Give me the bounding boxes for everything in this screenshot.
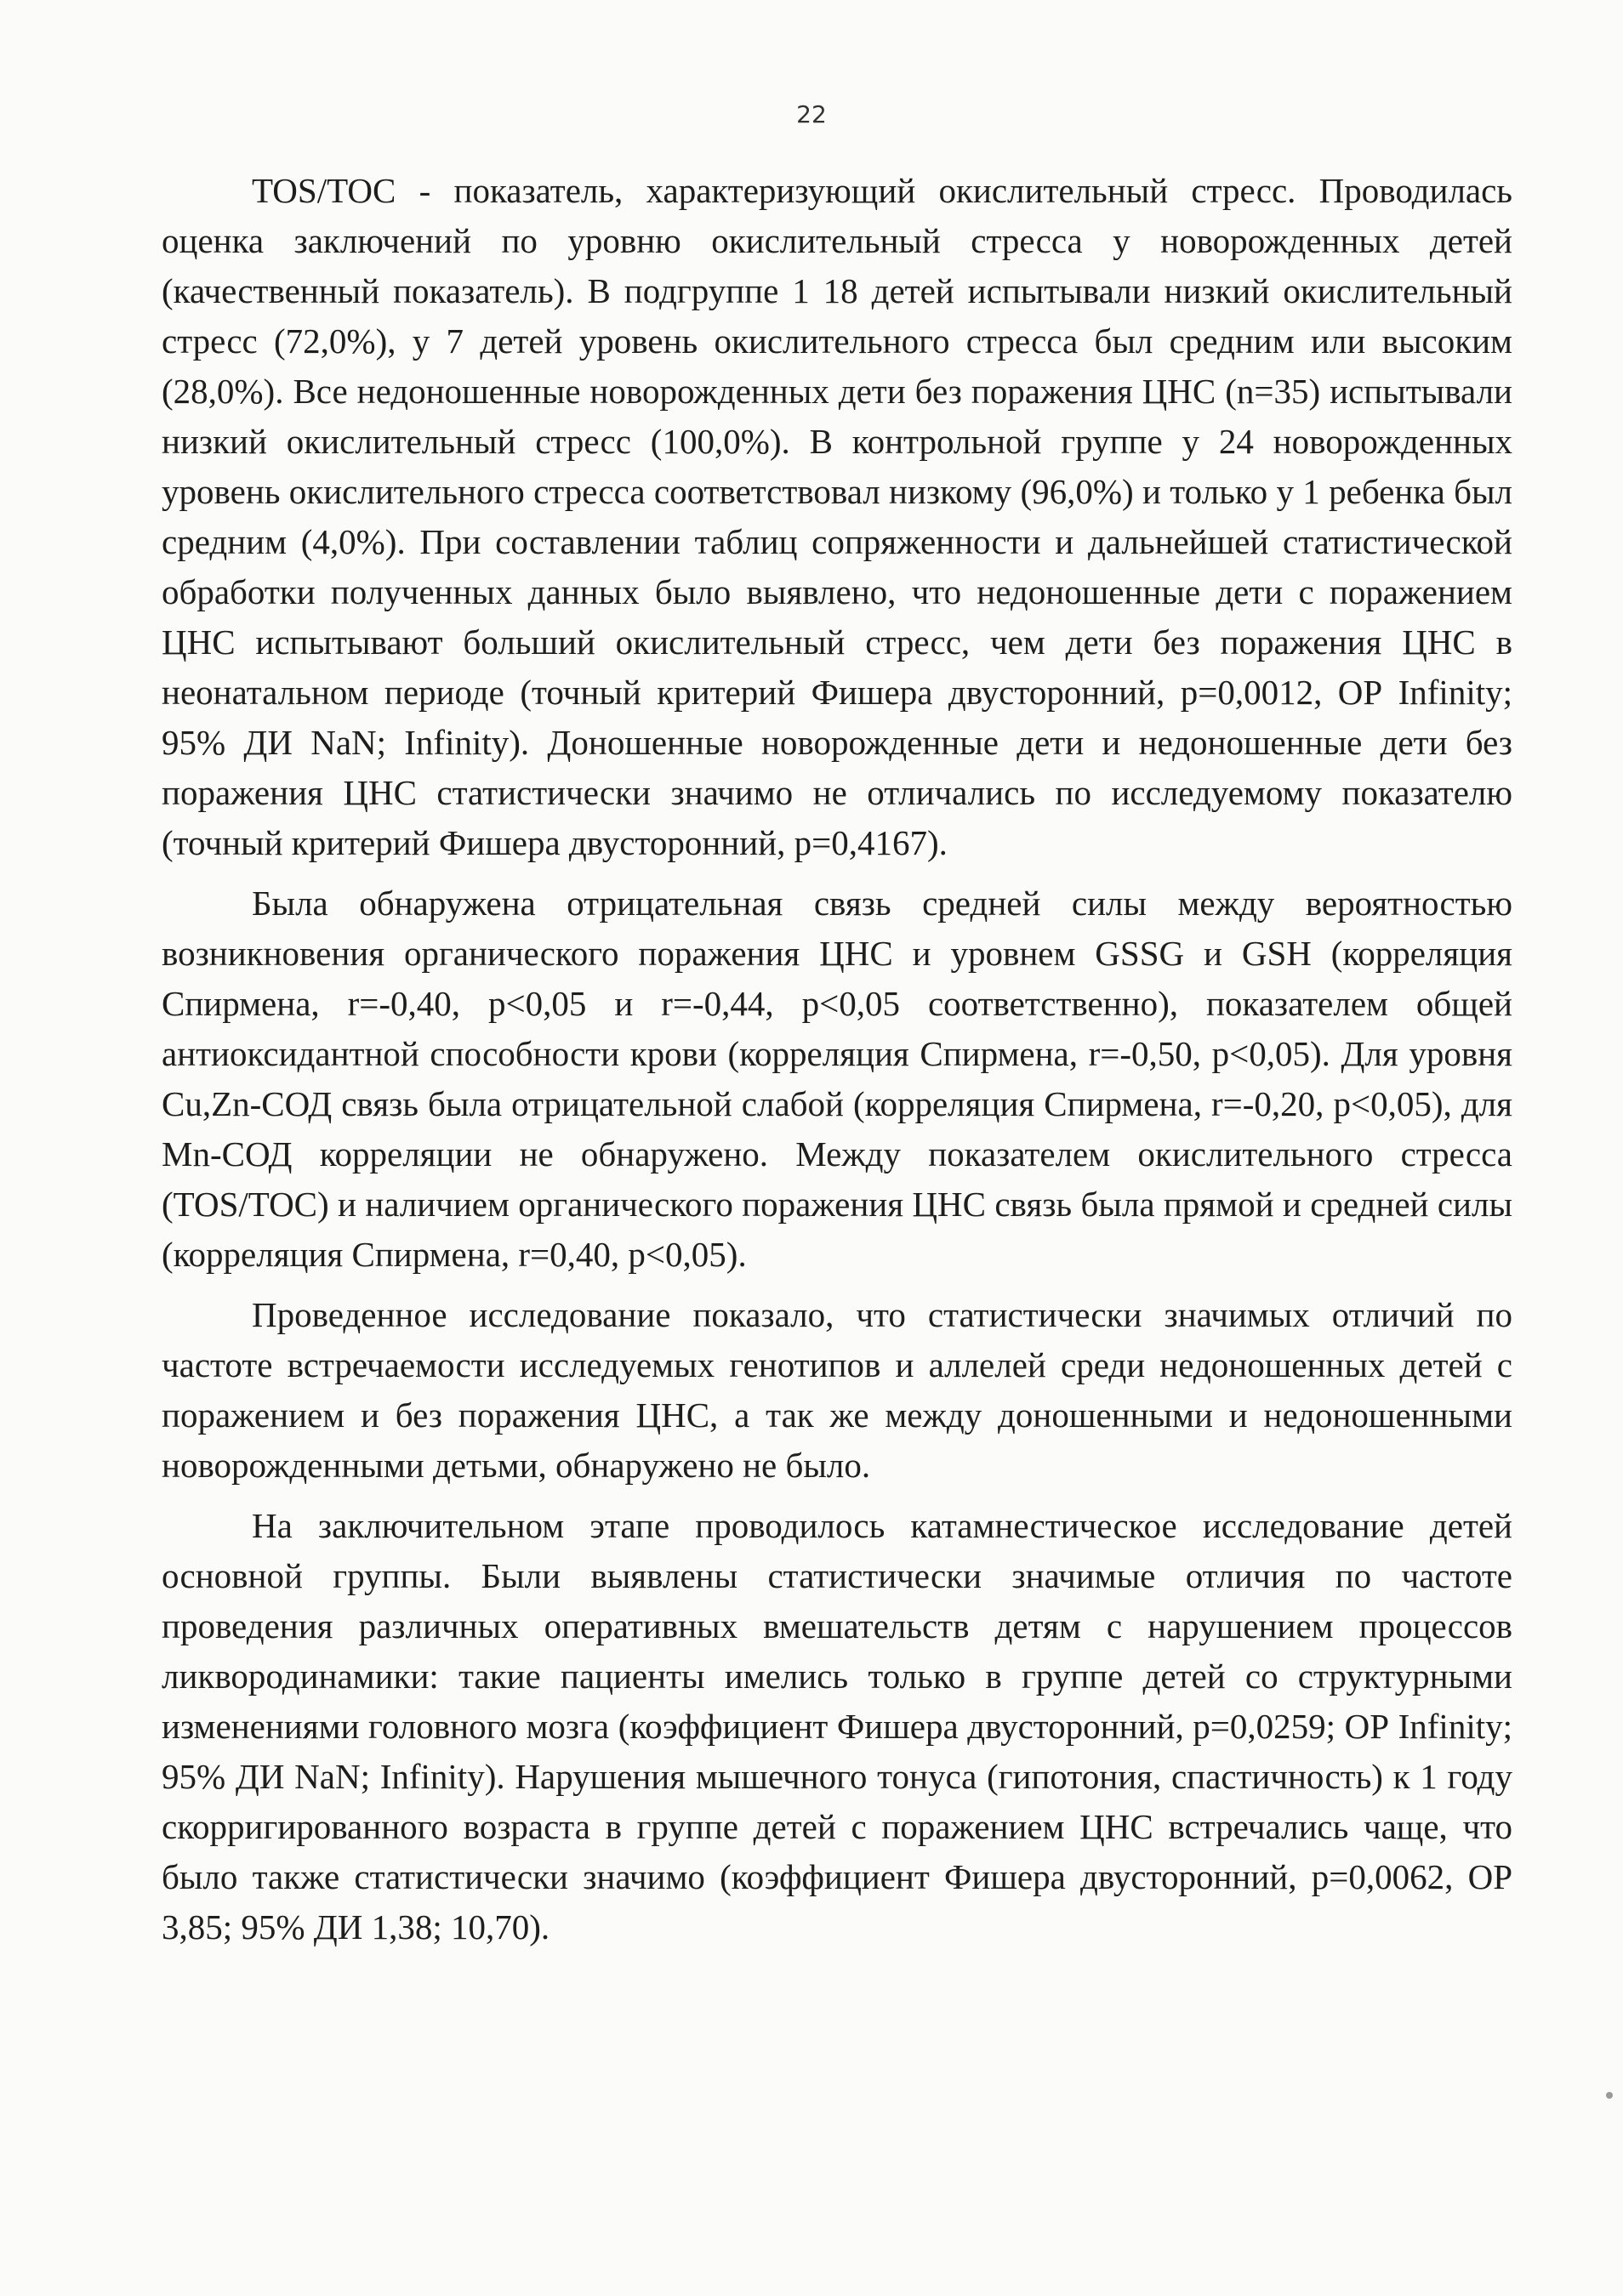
- paragraph-correlation: Была обнаружена отрицательная связь средней силы между вероятностью возникновения органического поражения ЦНС и уровнем GSSG и GSH (корреляция Спирмена, r=-0,40, p<0,05 и r=-0,44, p<0,05 соответственно), показателем общей антиоксидантной способности крови (корреляция Спирмена, r=-0,50, p<0,05). Для уровня Cu,Zn-СОД связь была отрицательной слабой (корреляция Спирмена, r=-0,20, p<0,05), для Mn-СОД корреляции не обнаружено. Между показателем окислительного стресса (TOS/TOC) и наличием органического поражения ЦНС связь была прямой и средней силы (корреляция Спирмена, r=0,40, p<0,05).: [162, 884, 1512, 1274]
- page-number: 22: [796, 100, 827, 128]
- paragraph-tos-toc: TOS/TOC - показатель, характеризующий окислительный стресс. Проводилась оценка заключений по уровню окислительный стресса у новорожденных детей (качественный показатель). В подгруппе 1 18 детей испытывали низкий окислительный стресс (72,0%), у 7 детей уровень окислительного стресса был средним или высоким (28,0%). Все недоношенные новорожденных дети без поражения ЦНС (n=35) испытывали низкий окислительный стресс (100,0%). В контрольной группе у 24 новорожденных уровень окислительного стресса соответствовал низкому (96,0%) и только у 1 ребенка был средним (4,0%). При составлении таблиц сопряженности и дальнейшей статистической обработки полученных данных было выявлено, что недоношенные дети с поражением ЦНС испытывают больший окислительный стресс, чем дети без поражения ЦНС в неонатальном периоде (точный критерий Фишера двусторонний, p=0,0012, ОР Infinity; 95% ДИ NaN; Infinity). Доношенные новорожденные дети и недоношенные дети без поражения ЦНС статистически значимо не отличались по исследуемому показателю (точный критерий Фишера двусторонний, p=0,4167).: [162, 171, 1512, 862]
- body-text: [162, 166, 1512, 1963]
- paragraph-genotypes: Проведенное исследование показало, что статистически значимых отличий по частоте встречаемости исследуемых генотипов и аллелей среди недоношенных детей с поражением и без поражения ЦНС, а так же между доношенными и недоношенными новорожденными детьми, обнаружено не было.: [162, 1295, 1512, 1485]
- scan-speck: [1606, 2092, 1613, 2099]
- paragraph-catamnesis: На заключительном этапе проводилось катамнестическое исследование детей основной группы. Были выявлены статистически значимые отличия по частоте проведения различных оперативных вмешательств детям с нарушением процессов ликвородинамики: такие пациенты имелись только в группе детей со структурными изменениями головного мозга (коэффициент Фишера двусторонний, p=0,0259; ОР Infinity; 95% ДИ NaN; Infinity). Нарушения мышечного тонуса (гипотония, спастичность) к 1 году скорригированного возраста в группе детей с поражением ЦНС встречались чаще, что было также статистически значимо (коэффициент Фишера двусторонний, p=0,0062, ОР 3,85; 95% ДИ 1,38; 10,70).: [162, 1506, 1512, 1946]
